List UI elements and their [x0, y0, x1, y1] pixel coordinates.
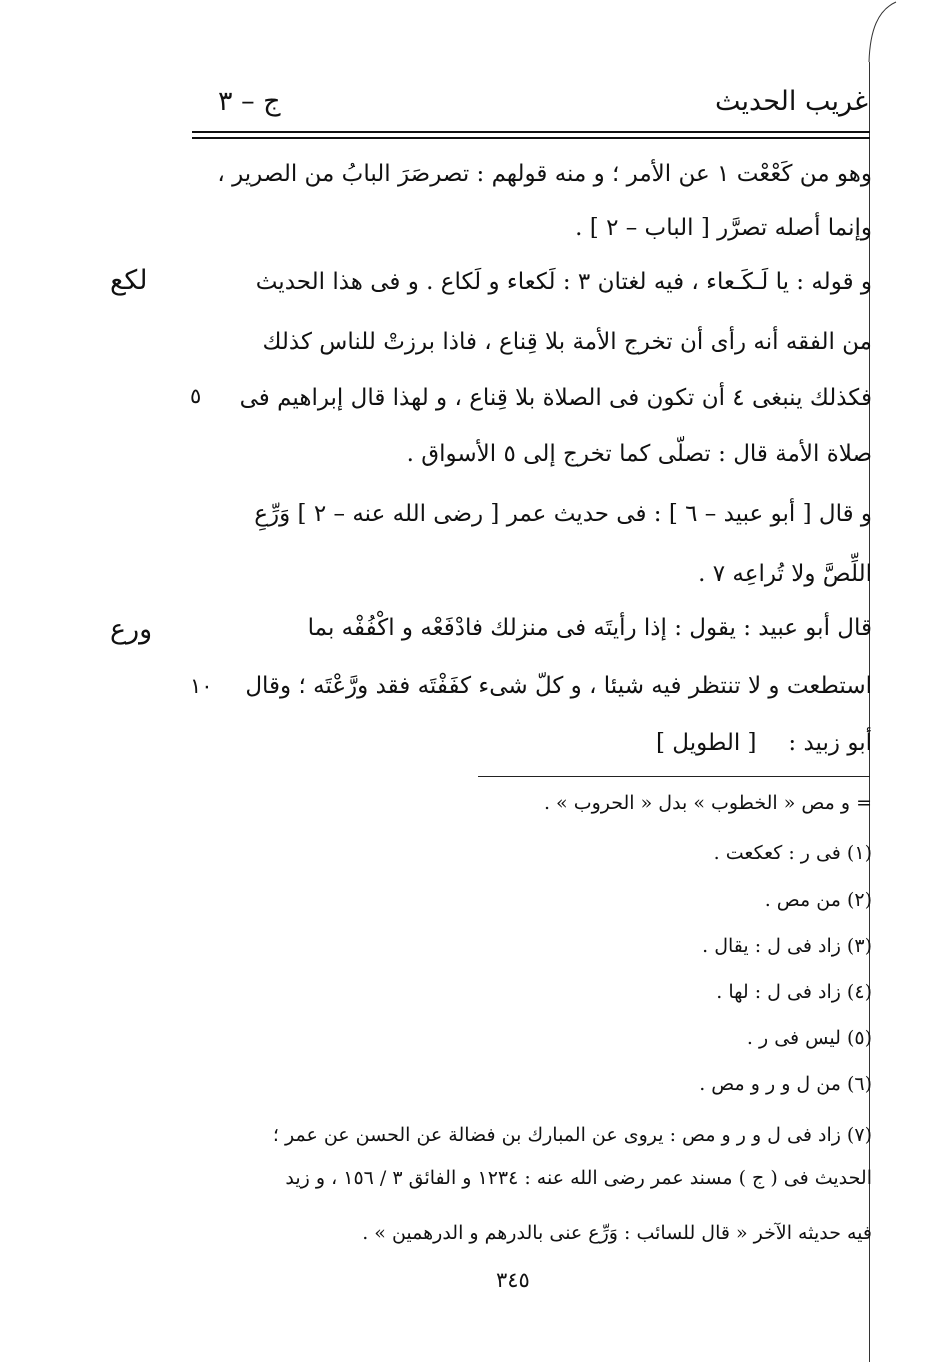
footnote: (٢) من مص .: [764, 889, 872, 911]
text-line: صلاة الأمة قال : تصلّى كما تخرج إلى ٥ الأسواق .: [406, 441, 872, 467]
footnote: (١) فى ر : كعكعت .: [713, 842, 872, 864]
text-line: فكذلك ينبغى ٤ أن تكون فى الصلاة بلا قِناع ، و لهذا قال إبراهيم فى: [239, 385, 872, 411]
text-line: وإنما أصله تصرَّر [ الباب – ٢ ] .: [575, 215, 872, 241]
line-number: ٥: [190, 384, 202, 408]
margin-headword: لكع: [110, 265, 148, 296]
footnote: (٥) ليس فى ر .: [746, 1027, 872, 1049]
footnote: = و مص « الخطوب » بدل « الحروب » .: [543, 792, 872, 814]
footnote: (٣) زاد فى ل : يقال .: [702, 935, 872, 957]
text-line: و قال [ أبو عبيد – ٦ ] : فى حديث عمر [ رضى الله عنه – ٢ ] وَرِّعِ: [254, 501, 872, 527]
running-title: غريب الحديث: [715, 86, 868, 117]
footnote: (٧) زاد فى ل و ر و مص : يروى عن المبارك بن فضالة عن الحسن عن عمر ؛: [272, 1124, 872, 1146]
text-line: قال أبو عبيد : يقول : إذا رأيتَه فى منزلك فادْفَعْه و اكْفُفْه بما: [307, 615, 872, 641]
text-line: استطعت و لا تنتظر فيه شيئا ، و كلّ شىء كفَفْتَه فقد ورَّعْتَه ؛ وقال: [245, 673, 872, 699]
volume-label: ج – ٣: [218, 86, 281, 117]
margin-headword: ورع: [110, 614, 153, 645]
footnote: الحديث فى ( ج ) مسند عمر رضى الله عنه : ١٢٣٤ و الفائق ٣ / ١٥٦ ، و زيد: [285, 1167, 872, 1189]
header-rule-top: [192, 131, 870, 133]
page-number: ٣٤٥: [496, 1268, 530, 1292]
header-rule-bottom: [192, 137, 870, 139]
footnote: فيه حديثه الآخر « قال للسائب : وَرِّع عنى بالدرهم و الدرهمين » .: [362, 1222, 872, 1244]
text-line: اللِّصَّ ولا تُراعِه ٧ .: [698, 561, 872, 587]
line-number: ١٠: [190, 674, 213, 698]
page-corner-curve-icon: [858, 0, 898, 80]
text-line: أبو زبيد :: [788, 730, 872, 756]
meter-label: [ الطويل ]: [656, 730, 757, 756]
text-line: و قوله : يا لَـكَـعاء ، فيه لغتان ٣ : لَكعاء و لَكاع . و فى هذا الحديث: [255, 269, 872, 295]
text-line: وهو من كَعْعْت ١ عن الأمر ؛ و منه قولهم : تصرصَرَ البابُ من الصرير ،: [217, 161, 872, 187]
footnote: (٦) من ل و ر و مص .: [699, 1073, 872, 1095]
footnote-rule: [478, 776, 870, 777]
text-line: من الفقه أنه رأى أن تخرج الأمة بلا قِناع ، فاذا برزتْ للناس كذلك: [262, 329, 872, 355]
footnote: (٤) زاد فى ل : لها .: [716, 981, 872, 1003]
